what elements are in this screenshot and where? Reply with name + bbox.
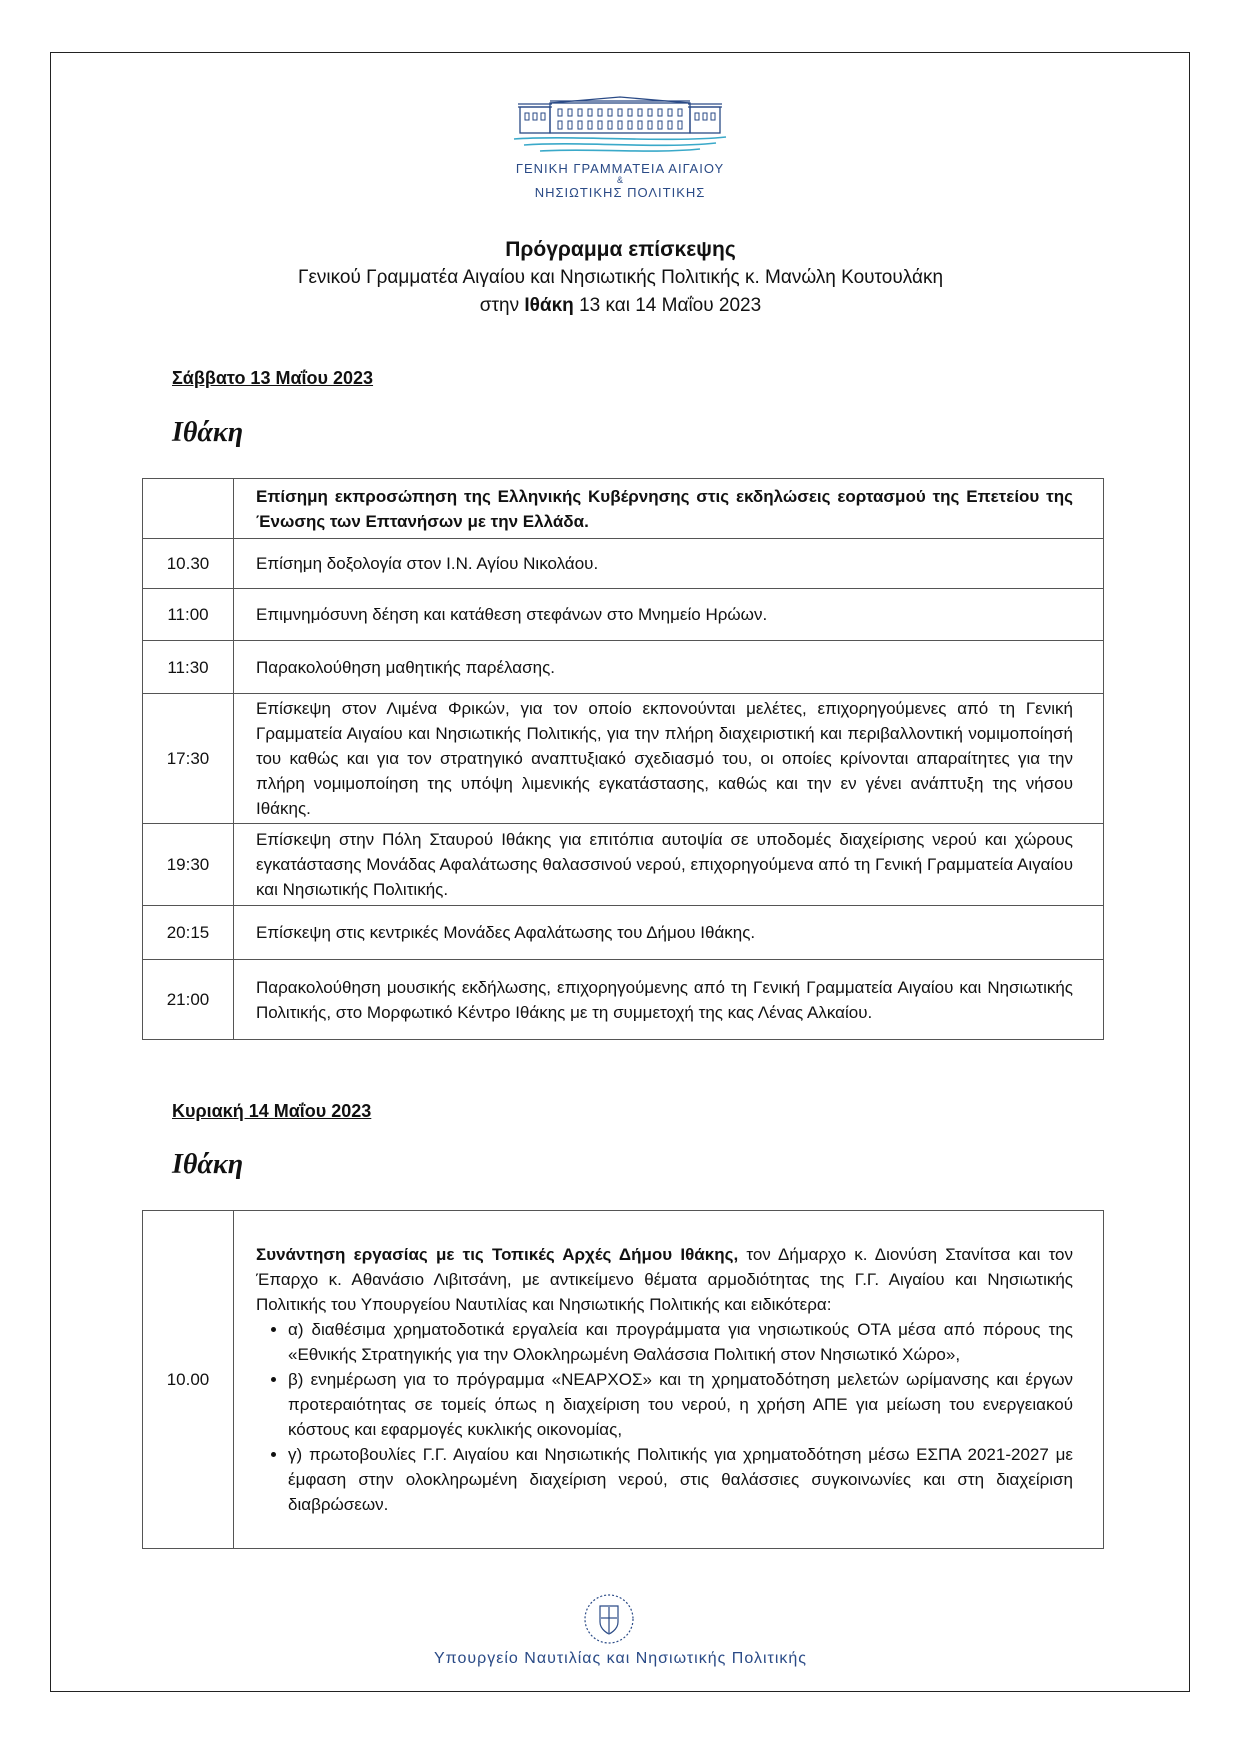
table-row — [143, 960, 1104, 1040]
list-item: • α) διαθέσιμα χρηματοδοτικά εργαλεία και προγράμματα για νησιωτικούς ΟΤΑ μέσα από πόρους της «Εθνικής Στρατηγικής για την Ολοκληρωμένη Θαλάσσια Πολιτική στον Νησιωτικό Χώρο», — [288, 1317, 1073, 1367]
footer-ministry: Υπουργείο Ναυτιλίας και Νησιωτικής Πολιτικής — [434, 1650, 807, 1667]
intro-cell: Επίσημη εκπροσώπηση της Ελληνικής Κυβέρνησης στις εκδηλώσεις εορτασμού της Επετείου της Ένωσης των Επτανήσων με την Ελλάδα. — [234, 479, 1104, 539]
day1-date-heading: Σάββατο 13 Μαΐου 2023 — [172, 368, 374, 388]
topics-list — [256, 1317, 1073, 1517]
table-row — [143, 824, 1104, 906]
table-row — [143, 906, 1104, 960]
table-row — [143, 694, 1104, 824]
page-subtitle-dates — [0, 292, 1241, 320]
description-cell: Επίσημη δοξολογία στον Ι.Ν. Αγίου Νικολάου. — [234, 539, 1104, 589]
description-cell: Παρακολούθηση μουσικής εκδήλωσης, επιχορηγούμενης από τη Γενική Γραμματεία Αιγαίου και Νησιωτικής Πολιτικής, στο Μορφωτικό Κέντρο Ιθάκης με τη συμμετοχή της κας Λένας Αλκαίου. — [234, 960, 1104, 1040]
description-cell: Επίσκεψη στις κεντρικές Μονάδες Αφαλάτωσης του Δήμου Ιθάκης. — [234, 906, 1104, 960]
day2-place-heading: Ιθάκη — [172, 1149, 244, 1180]
time-cell: 11:00 — [143, 589, 234, 641]
table-row — [143, 589, 1104, 641]
time-cell: 10.30 — [143, 539, 234, 589]
logo-text-line1: ΓΕΝΙΚΗ ΓΡΑΜΜΑΤΕΙΑ ΑΙΓΑΙΟΥ — [515, 161, 725, 176]
time-cell: 20:15 — [143, 906, 234, 960]
list-item: • γ) πρωτοβουλίες Γ.Γ. Αιγαίου και Νησιωτικής Πολιτικής για χρηματοδότηση μέσω ΕΣΠΑ 2021-2027 με έμφαση στην ολοκληρωμένη διαχείριση νερού, στις θαλάσσιες συγκοινωνίες και στη διαχείριση διαβρώσεων. — [288, 1442, 1073, 1517]
day1-place-heading: Ιθάκη — [172, 417, 244, 448]
building-logo-icon — [510, 93, 730, 159]
list-item: • β) ενημέρωση για το πρόγραμμα «ΝΕΑΡΧΟΣ» και τη χρηματοδότηση μελετών ωρίμανσης και έργων προτεραιότητας σε τομείς όπως η διαχείριση του νερού, η χρήση ΑΠΕ για μείωση του ενεργειακού κόστους και εφαρμογές κυκλικής οικονομίας, — [288, 1367, 1073, 1442]
title-block — [0, 236, 1241, 320]
greek-coat-of-arms-icon — [583, 1593, 635, 1645]
meeting-description: τον Δήμαρχο κ. Διονύση Στανίτσα και τον Έπαρχο κ. Αθανάσιο Λιβιτσάνη, με αντικείμενο θέματα αρμοδιότητας της Γ.Γ. Αιγαίου και Νησιωτικής Πολιτικής του Υπουργείου Ναυτιλίας και Νησιωτικής Πολιτικής και ειδικότερα: — [256, 1245, 1074, 1314]
description-cell: Επίσκεψη στον Λιμένα Φρικών, για τον οποίο εκπονούνται μελέτες, επιχορηγούμενες από τη Γενική Γραμματεία Αιγαίου και Νησιωτικής Πολιτικής, για την πλήρη διαχειριστική και περιβαλλοντική νομιμοποίησή του καθώς και για τον στρατηγικό αναπτυξιακό σχεδιασμό του, οι οποίες κρίνονται απαραίτητες για την πλήρη νομιμοποίηση της υπόψη λιμενικής εγκατάστασης, καθώς και την εν γένει ανάπτυξη της νήσου Ιθάκης. — [234, 694, 1104, 824]
description-cell: Παρακολούθηση μαθητικής παρέλασης. — [234, 641, 1104, 694]
time-cell: 11:30 — [143, 641, 234, 694]
subtitle-place: Ιθάκη — [524, 295, 574, 316]
meeting-title: Συνάντηση εργασίας με τις Τοπικές Αρχές Δήμου Ιθάκης, — [256, 1245, 739, 1264]
table-row — [143, 479, 1104, 539]
table-row — [143, 641, 1104, 694]
subtitle-dates: 13 και 14 Μαΐου 2023 — [573, 295, 762, 316]
subtitle-prefix: στην — [479, 295, 525, 316]
day2-date-heading: Κυριακή 14 Μαΐου 2023 — [172, 1101, 372, 1121]
day1-schedule-table — [142, 478, 1104, 1040]
day2-schedule-table — [142, 1210, 1104, 1549]
description-cell: Επίσκεψη στην Πόλη Σταυρού Ιθάκης για επιτόπια αυτοψία σε υποδομές διαχείρισης νερού και χώρους εγκατάστασης Μονάδας Αφαλάτωσης θαλασσινού νερού, επιχορηγούμενα από τη Γενική Γραμματεία Αιγαίου και Νησιωτικής Πολιτικής. — [234, 824, 1104, 906]
description-cell: Επιμνημόσυνη δέηση και κατάθεση στεφάνων στο Μνημείο Ηρώων. — [234, 589, 1104, 641]
time-cell: 10.00 — [143, 1211, 234, 1549]
description-cell — [234, 1211, 1104, 1549]
time-cell: 21:00 — [143, 960, 234, 1040]
page-subtitle: Γενικού Γραμματέα Αιγαίου και Νησιωτικής Πολιτικής κ. Μανώλη Κουτουλάκη — [297, 267, 944, 288]
time-cell: 17:30 — [143, 694, 234, 824]
logo-text-line2: ΝΗΣΙΩΤΙΚΗΣ ΠΟΛΙΤΙΚΗΣ — [534, 185, 706, 200]
logo-ampersand: & — [616, 175, 623, 185]
time-cell: 19:30 — [143, 824, 234, 906]
table-row — [143, 1211, 1104, 1549]
time-cell — [143, 479, 234, 539]
table-row — [143, 539, 1104, 589]
ministry-logo — [502, 93, 738, 208]
page-title: Πρόγραμμα επίσκεψης — [505, 238, 736, 261]
